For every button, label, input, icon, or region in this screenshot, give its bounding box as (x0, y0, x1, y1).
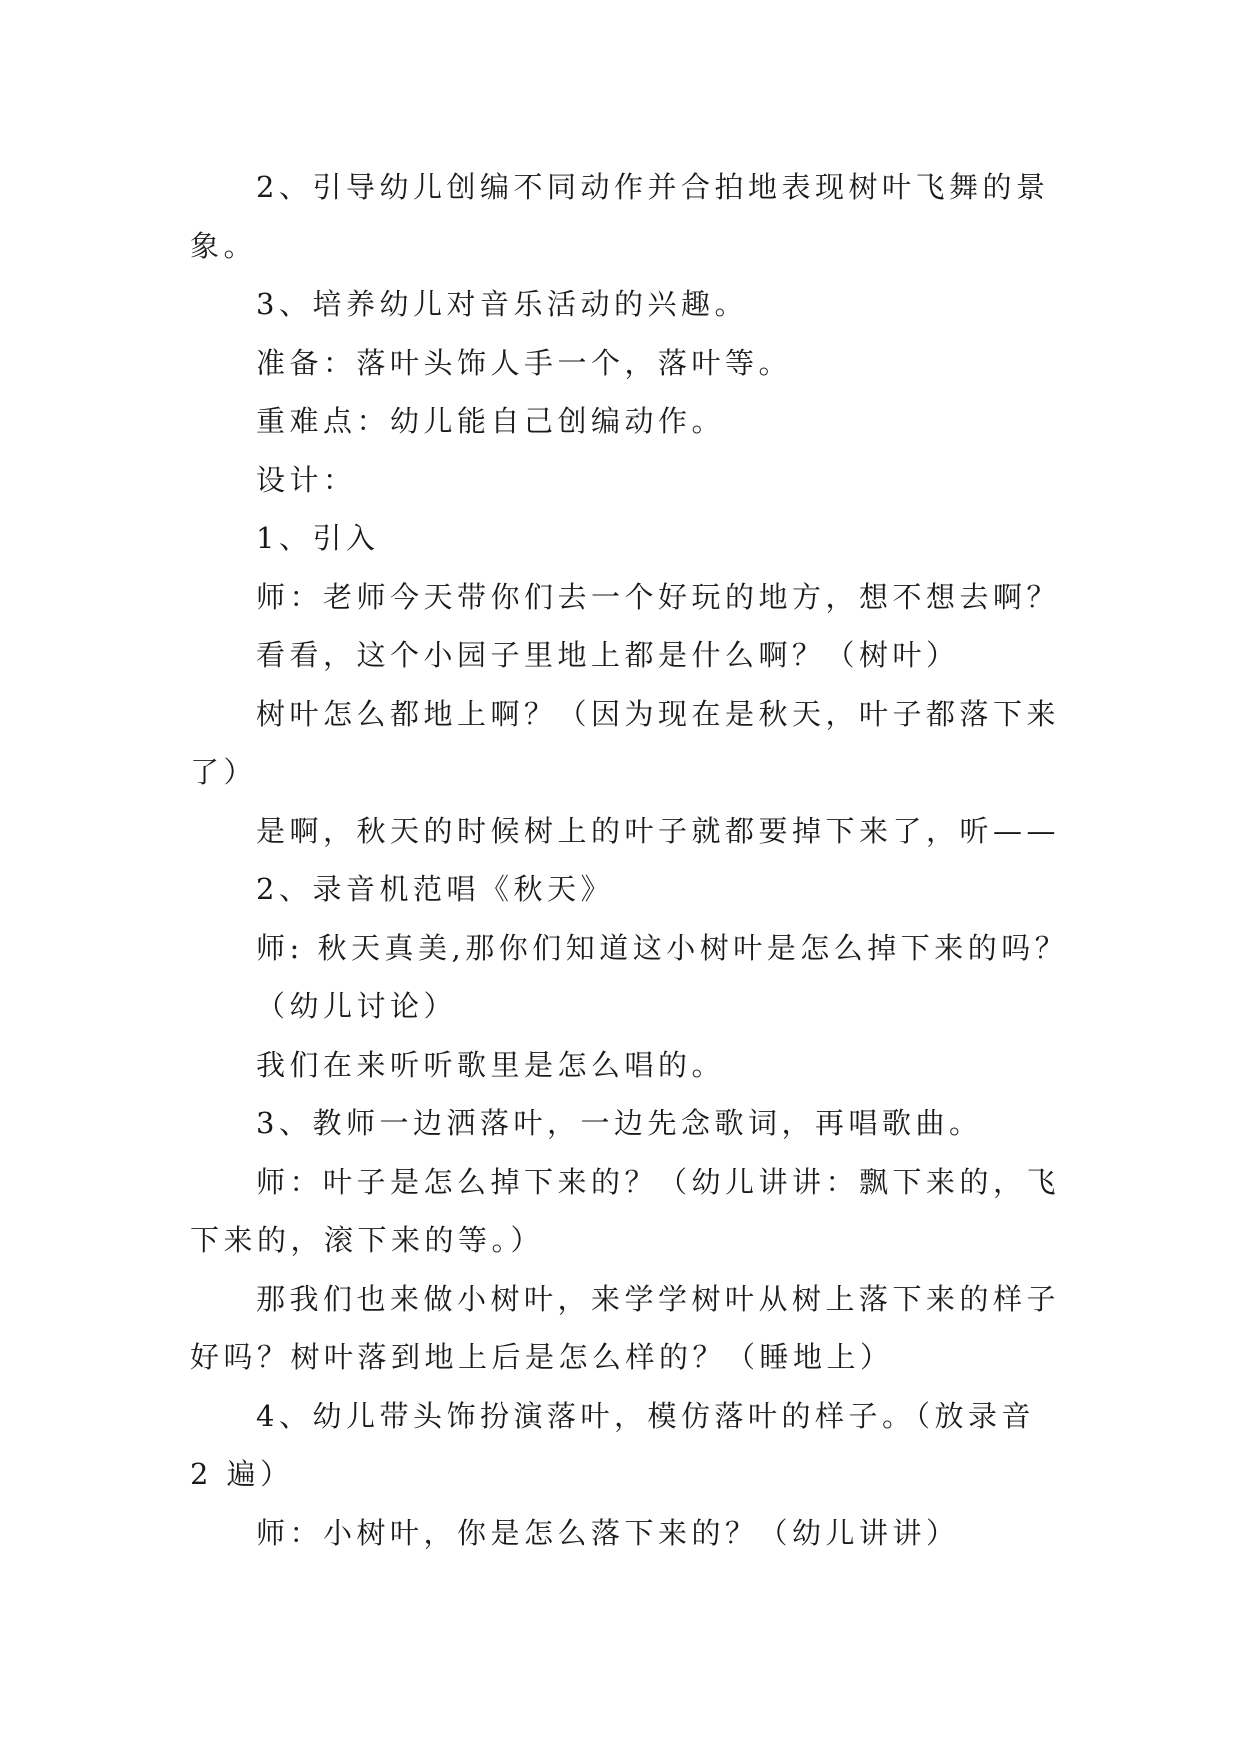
paragraph-teacher-little-leaf: 师：小树叶，你是怎么落下来的？（幼儿讲讲） (256, 1515, 960, 1550)
paragraph-step-3-heading: 3、教师一边洒落叶，一边先念歌词，再唱歌曲。 (256, 1106, 983, 1140)
paragraph-preparation: 准备：落叶头饰人手一个，落叶等。 (256, 345, 793, 380)
paragraph-design-heading: 设计： (256, 462, 357, 497)
paragraph-step-1-heading: 1、引入 (256, 521, 380, 555)
paragraph-teacher-intro: 师：老师今天带你们去一个好玩的地方，想不想去啊？ (256, 579, 1061, 614)
paragraph-listen: 是啊，秋天的时候树上的叶子就都要掉下来了，听—— (256, 813, 1061, 848)
paragraph-step-2-heading: 2、录音机范唱《秋天》 (256, 872, 614, 906)
paragraph-goal-2: 2、引导幼儿创编不同动作并合拍地表现树叶飞舞的景象。 (190, 170, 1050, 263)
paragraph-key-points: 重难点：幼儿能自己创编动作。 (256, 404, 726, 438)
paragraph-why-question: 树叶怎么都地上啊？（因为现在是秋天，叶子都落下来了） (190, 696, 1061, 789)
paragraph-imitate-leaves: 那我们也来做小树叶，来学学树叶从树上落下来的样子好吗？树叶落到地上后是怎么样的？（睡地上） (190, 1281, 1061, 1374)
paragraph-listen-song: 我们在来听听歌里是怎么唱的。 (256, 1047, 726, 1082)
paragraph-step-4-heading: 4、幼儿带头饰扮演落叶，模仿落叶的样子。（放录音 2 遍） (190, 1398, 1049, 1491)
paragraph-teacher-autumn: 师: 秋天真美,那你们知道这小树叶是怎么掉下来的吗？ (256, 930, 1069, 965)
paragraph-goal-3: 3、培养幼儿对音乐活动的兴趣。 (256, 287, 748, 321)
paragraph-discussion: （幼儿讨论） (256, 989, 458, 1023)
document-body (190, 158, 1070, 1562)
paragraph-look-question: 看看，这个小园子里地上都是什么啊？（树叶） (256, 638, 960, 672)
paragraph-teacher-leaves: 师：叶子是怎么掉下来的？（幼儿讲讲：飘下来的，飞下来的，滚下来的等。） (190, 1164, 1061, 1257)
